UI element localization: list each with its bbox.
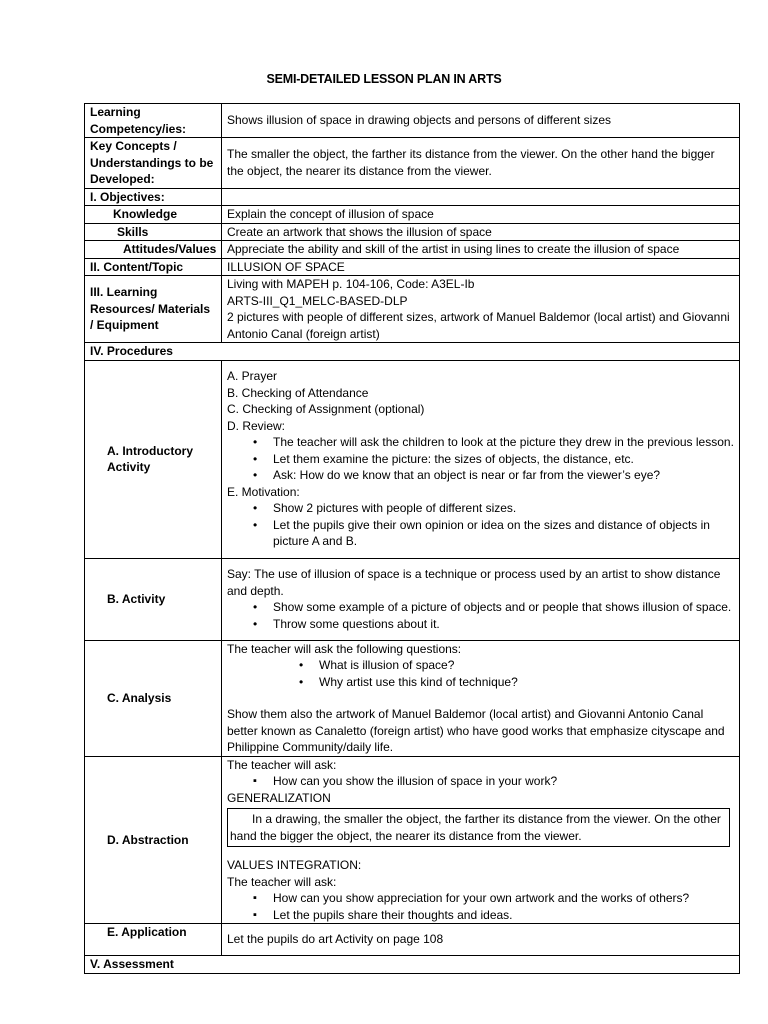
row-skills xyxy=(85,223,740,241)
abstraction-value xyxy=(222,756,740,924)
row-application xyxy=(85,924,740,956)
row-competency xyxy=(85,104,740,138)
row-introductory xyxy=(85,360,740,558)
intro-motivation: E. Motivation: xyxy=(227,484,300,499)
attitudes-label: Attitudes/Values xyxy=(85,241,222,259)
values-ask: The teacher will ask: xyxy=(227,874,337,889)
list-item: • Let them examine the picture: the sizes of objects, the distance, etc. xyxy=(227,451,734,468)
analysis-closing: Show them also the artwork of Manuel Baldemor (local artist) and Giovanni Antonio Canal better known as Canaletto (foreign artist) who have good works that emphasize cityscape and Philippine Community/daily life. xyxy=(227,707,725,754)
analysis-value xyxy=(222,640,740,756)
knowledge-label: Knowledge xyxy=(85,206,222,224)
intro-assignment: C. Checking of Assignment (optional) xyxy=(227,402,425,417)
list-item: • What is illusion of space? xyxy=(227,657,734,674)
document-title: SEMI-DETAILED LESSON PLAN IN ARTS xyxy=(266,72,502,86)
content-label: II. Content/Topic xyxy=(85,258,222,276)
resources-value xyxy=(222,276,740,343)
intro-label: A. Introductory Activity xyxy=(85,360,222,558)
analysis-label: C. Analysis xyxy=(85,640,222,756)
analysis-questions xyxy=(227,657,734,690)
intro-review: D. Review: xyxy=(227,418,286,433)
resources-label: III. Learning Resources/ Materials / Equipment xyxy=(85,276,222,343)
generalization-box xyxy=(227,808,730,847)
activity-label: B. Activity xyxy=(85,558,222,640)
row-objectives xyxy=(85,188,740,206)
key-concepts-label: Key Concepts / Understandings to be Developed: xyxy=(85,138,222,189)
list-item: • Let the pupils give their own opinion or idea on the sizes and distance of objects in picture A and B. xyxy=(227,517,734,550)
lesson-plan-table xyxy=(84,103,740,974)
skills-value: Create an artwork that shows the illusion of space xyxy=(222,223,740,241)
values-list xyxy=(227,890,734,923)
activity-value xyxy=(222,558,740,640)
competency-label: Learning Competency/ies: xyxy=(85,104,222,138)
row-key-concepts xyxy=(85,138,740,189)
competency-value: Shows illusion of space in drawing objects and persons of different sizes xyxy=(222,104,740,138)
resources-line-1: Living with MAPEH p. 104-106, Code: A3EL-Ib xyxy=(227,277,475,291)
list-item: • Throw some questions about it. xyxy=(227,616,734,633)
assessment-label: V. Assessment xyxy=(85,956,740,974)
key-concepts-value: The smaller the object, the farther its distance from the viewer. On the other hand the bigger the object, the nearer its distance from the viewer. xyxy=(222,138,740,189)
application-label: E. Application xyxy=(85,924,222,956)
objectives-value xyxy=(222,188,740,206)
list-item: ▪ Let the pupils share their thoughts and ideas. xyxy=(227,907,734,924)
activity-list xyxy=(227,599,734,632)
row-activity xyxy=(85,558,740,640)
list-item: • Show 2 pictures with people of different sizes. xyxy=(227,500,734,517)
application-value: Let the pupils do art Activity on page 108 xyxy=(222,924,740,956)
procedures-label: IV. Procedures xyxy=(85,343,740,361)
generalization-title: GENERALIZATION xyxy=(227,790,331,805)
abstraction-label: D. Abstraction xyxy=(85,756,222,924)
content-value: ILLUSION OF SPACE xyxy=(222,258,740,276)
row-abstraction xyxy=(85,756,740,924)
row-analysis xyxy=(85,640,740,756)
attitudes-value: Appreciate the ability and skill of the artist in using lines to create the illusion of space xyxy=(222,241,740,259)
row-assessment xyxy=(85,956,740,974)
row-resources xyxy=(85,276,740,343)
values-title: VALUES INTEGRATION: xyxy=(227,858,362,872)
row-procedures xyxy=(85,343,740,361)
list-item: • The teacher will ask the children to look at the picture they drew in the previous lesson. xyxy=(227,434,734,451)
list-item: ▪ How can you show appreciation for your own artwork and the works of others? xyxy=(227,890,734,907)
list-item: • Why artist use this kind of technique? xyxy=(227,674,734,691)
intro-prayer: A. Prayer xyxy=(227,369,278,384)
knowledge-value: Explain the concept of illusion of space xyxy=(222,206,740,224)
analysis-intro: The teacher will ask the following questions: xyxy=(227,641,462,656)
resources-line-2: ARTS-III_Q1_MELC-BASED-DLP xyxy=(227,293,408,308)
resources-line-3: 2 pictures with people of different sizes, artwork of Manuel Baldemor (local artist) and Giovanni Antonio Canal (foreign artist) xyxy=(227,310,730,341)
abstraction-ask-list xyxy=(227,773,734,790)
activity-say: Say: The use of illusion of space is a technique or process used by an artist to show distance and depth. xyxy=(227,567,721,598)
review-list xyxy=(227,434,734,484)
row-knowledge xyxy=(85,206,740,224)
list-item: • Show some example of a picture of objects and or people that shows illusion of space. xyxy=(227,599,734,616)
row-content xyxy=(85,258,740,276)
generalization-text: In a drawing, the smaller the object, the farther its distance from the viewer. On the other hand the bigger the object, the nearer its distance from the viewer. xyxy=(230,812,721,843)
motivation-list xyxy=(227,500,734,550)
skills-label: Skills xyxy=(85,223,222,241)
abstraction-ask: The teacher will ask: xyxy=(227,757,337,772)
list-item: ▪ How can you show the illusion of space in your work? xyxy=(227,773,734,790)
row-attitudes xyxy=(85,241,740,259)
intro-value xyxy=(222,360,740,558)
intro-attendance: B. Checking of Attendance xyxy=(227,385,369,400)
objectives-label: I. Objectives: xyxy=(85,188,222,206)
list-item: • Ask: How do we know that an object is near or far from the viewer’s eye? xyxy=(227,467,734,484)
